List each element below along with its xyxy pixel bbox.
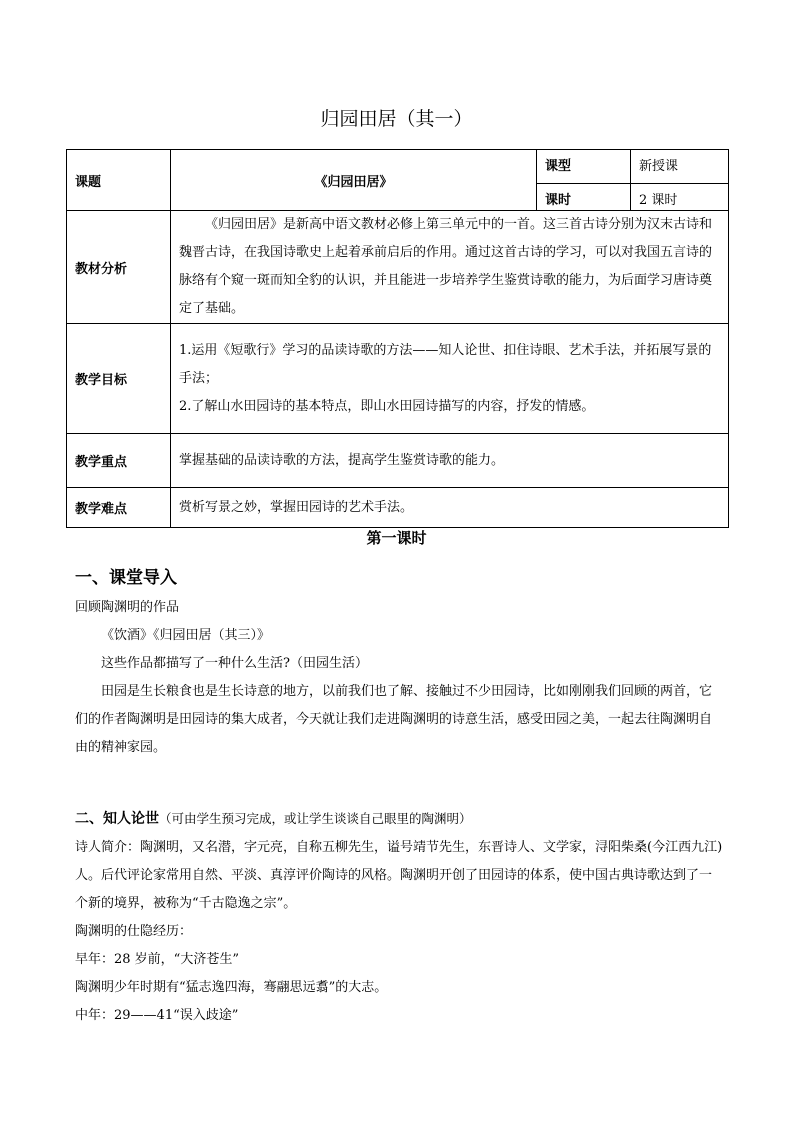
paragraph: 田园是生长粮食也是生长诗意的地方，以前我们也了解、接触过不少田园诗，比如刚刚我们回顾的两首，它们的作者陶渊明是田园诗的集大成者，今天就让我们走进陶渊明的诗意生活，感受田园之美，一起去往陶渊明自由的精神家园。 — [75, 684, 713, 755]
paragraph: 这些作品都描写了一种什么生活?（田园生活） — [101, 656, 368, 671]
document-title: 归园田居（其一） — [320, 108, 473, 130]
goals-label: 教学目标 — [67, 324, 171, 434]
section1-body — [75, 594, 723, 762]
paragraph: 回顾陶渊明的作品 — [75, 600, 180, 615]
paragraph: 诗人简介：陶渊明，又名潜，字元亮，自称五柳先生，谥号靖节先生，东晋诗人、文学家，浔阳柴桑(今江西九江)人。后代评论家常用自然、平淡、真淳评价陶诗的风格。陶渊明开创了田园诗的体系，使中国古典诗歌达到了一个新的境界，被称为“千古隐逸之宗”。 — [75, 840, 723, 911]
analysis-text: 《归园田居》是新高中语文教材必修上第三单元中的一首。这三首古诗分别为汉末古诗和魏晋古诗，在我国诗歌史上起着承前启后的作用。通过这首古诗的学习，可以对我国五言诗的脉络有个窥一斑而知全豹的认识，并且能进一步培养学生鉴赏诗歌的能力，为后面学习唐诗奠定了基础。 — [179, 217, 713, 316]
goal-item: 2.了解山水田园诗的基本特点，即山水田园诗描写的内容，抒发的情感。 — [179, 398, 595, 414]
difficulty-text: 赏析写景之妙，掌握田园诗的艺术手法。 — [171, 488, 729, 528]
topic-label: 课题 — [67, 150, 171, 211]
paragraph: 中年：29——41“误入歧途” — [75, 1008, 239, 1023]
section1-heading: 一、课堂导入 — [75, 568, 177, 588]
goal-item: 1.运用《短歌行》学习的品读诗歌的方法——知人论世、扣住诗眼、艺术手法，并拓展写景的手法； — [179, 342, 712, 386]
difficulty-label: 教学难点 — [67, 488, 171, 528]
section2-body — [75, 834, 723, 1030]
paragraph: 《饮酒》《归园田居（其三）》 — [101, 628, 271, 643]
hours-value: 2 课时 — [631, 184, 729, 211]
hours-label: 课时 — [537, 184, 631, 211]
section2-heading — [75, 808, 472, 828]
paragraph: 陶渊明少年时期有“猛志逸四海，骞翮思远翥”的大志。 — [75, 980, 388, 995]
key-point-text: 掌握基础的品读诗歌的方法，提高学生鉴赏诗歌的能力。 — [171, 434, 729, 488]
topic-value: 《归园田居》 — [171, 150, 537, 211]
type-label: 课型 — [537, 150, 631, 184]
type-value: 新授课 — [631, 150, 729, 184]
section2-title: 二、知人论世 — [75, 811, 159, 827]
lesson-plan-table — [66, 149, 729, 528]
paragraph: 早年：28 岁前，“大济苍生” — [75, 952, 239, 967]
key-point-label: 教学重点 — [67, 434, 171, 488]
analysis-label: 教材分析 — [67, 211, 171, 324]
section2-note: （可由学生预习完成，或让学生谈谈自己眼里的陶渊明） — [159, 811, 472, 826]
lesson-heading: 第一课时 — [366, 529, 427, 547]
paragraph: 陶渊明的仕隐经历： — [75, 924, 193, 939]
